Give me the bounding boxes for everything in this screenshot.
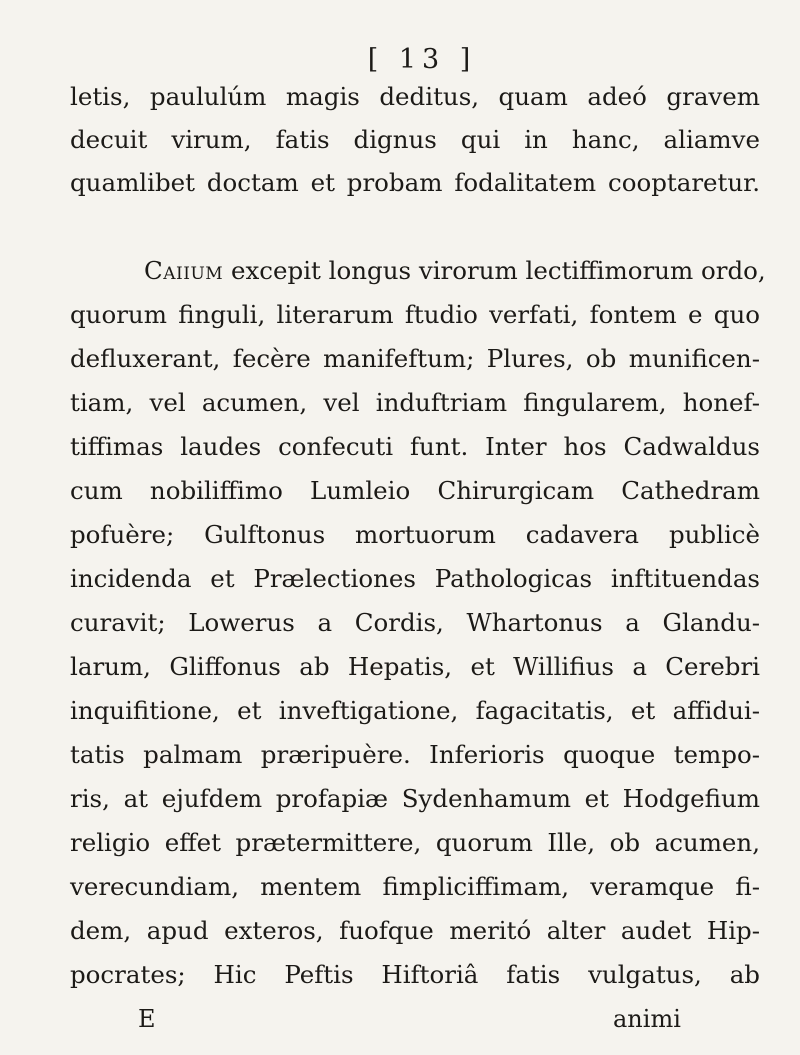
text-line: tiffimas laudes confecuti funt. Inter hos Cadwaldus (70, 432, 760, 461)
lead-line-rest: excepit longus virorum lectiffimorum ordo, (230, 256, 766, 285)
page-number: [ 13 ] (367, 44, 477, 75)
signature-mark: E (138, 1005, 156, 1033)
text-line: defluxerant, fecère manifeftum; Plures, ob munificen- (70, 344, 760, 373)
catchword: animi (613, 1005, 681, 1033)
text-line: letis, paululúm magis deditus, quam adeó gravem (70, 82, 760, 111)
text-line: cum nobiliffimo Lumleio Chirurgicam Cathedram (70, 476, 760, 505)
text-line: decuit virum, fatis dignus qui in hanc, aliamve (70, 125, 760, 154)
text-line: incidenda et Prælectiones Pathologicas inftituendas (70, 564, 760, 593)
text-line: religio effet prætermittere, quorum Ille, ob acumen, (70, 828, 760, 857)
paragraph-first-line (70, 252, 766, 290)
text-line: quamlibet doctam et probam fodalitatem cooptaretur. (70, 168, 760, 197)
text-line: quorum finguli, literarum ftudio verfati, fontem e quo (70, 300, 760, 329)
text-line: pocrates; Hic Peftis Hiftoriâ fatis vulgatus, ab (70, 960, 760, 989)
text-line: dem, apud exteros, fuofque meritó alter audet Hip- (70, 916, 760, 945)
text-line: larum, Gliffonus ab Hepatis, et Willifius a Cerebri (70, 652, 760, 681)
text-line: verecundiam, mentem fimpliciffimam, veramque fi- (70, 872, 760, 901)
text-line: pofuère; Gulftonus mortuorum cadavera publicè (70, 520, 760, 549)
lead-word: Caiium (144, 256, 224, 285)
text-line: tiam, vel acumen, vel induftriam fingularem, honef- (70, 388, 760, 417)
text-line: inquifitione, et inveftigatione, fagacitatis, et affidui- (70, 696, 760, 725)
text-line: curavit; Lowerus a Cordis, Whartonus a Glandu- (70, 608, 760, 637)
text-line: tatis palmam præripuère. Inferioris quoque tempo- (70, 740, 760, 769)
text-line: ris, at ejufdem profapiæ Sydenhamum et Hodgefium (70, 784, 760, 813)
